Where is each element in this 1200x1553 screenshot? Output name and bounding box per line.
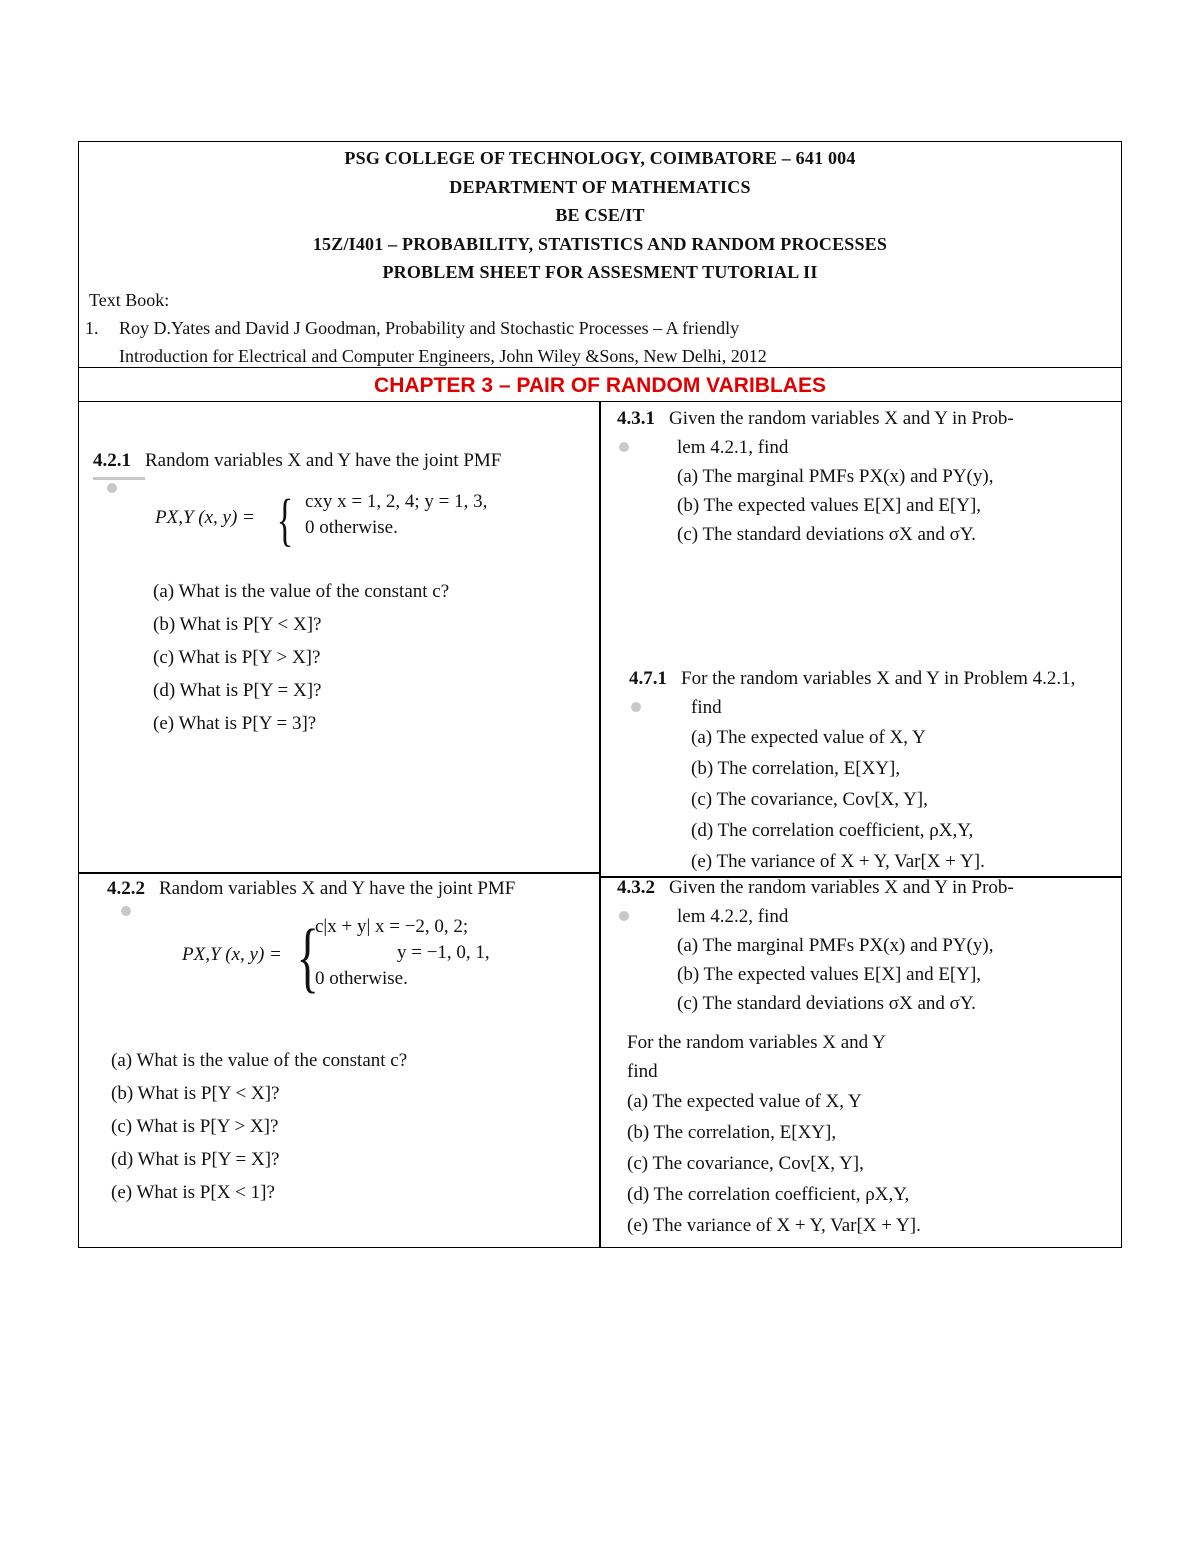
problem-4-2-1 [93,446,583,740]
textbook-number: 1. [85,318,99,338]
problem-4-3-2 [617,873,1117,1018]
problem-stem-line-1: Given the random variables X and Y in Prob- [669,408,1014,429]
problem-stem: Random variables X and Y have the joint PMF [159,878,516,899]
question-a: (a) The marginal PMFs PX(x) and PY(y), [677,935,994,956]
course-title: 15Z/I401 – PROBABILITY, STATISTICS AND RANDOM PROCESSES [312,233,888,254]
pmf-case-3: 0 otherwise. [315,968,408,989]
problem-stem-line-1: Given the random variables X and Y in Prob- [669,877,1014,898]
question-a: (a) What is the value of the constant c? [111,1050,408,1071]
problem-stem-line-1: For the random variables X and Y in Problem 4.2.1, [681,668,1076,689]
question-a: (a) The marginal PMFs PX(x) and PY(y), [677,466,994,487]
problem-stem-line-2: lem 4.2.2, find [677,906,789,927]
problem-stem-line-1: For the random variables X and Y [627,1032,886,1053]
problem-number: 4.3.2 [617,877,655,898]
pmf-lhs: PX,Y (x, y) = [182,944,282,965]
problem-number: 4.3.1 [617,408,655,429]
question-c: (c) The covariance, Cov[X, Y], [691,789,928,810]
question-b: (b) The correlation, E[XY], [691,758,901,779]
left-brace-icon: { [296,913,319,1000]
bullet-dot-icon [631,702,641,712]
question-e: (e) The variance of X + Y, Var[X + Y]. [691,851,985,872]
question-b: (b) The expected values E[X] and E[Y], [677,964,982,985]
problem-number: 4.2.1 [93,450,131,471]
question-d: (d) The correlation coefficient, ρX,Y, [627,1184,910,1205]
problem-stem: Random variables X and Y have the joint PMF [145,450,502,471]
bullet-dot-icon [121,906,131,916]
textbook-reference [85,314,939,370]
joint-pmf-formula [93,487,583,565]
question-b: (b) What is P[Y < X]? [111,1083,280,1104]
left-brace-icon: { [276,487,294,552]
problem-4-7-1 [629,664,1119,877]
problem-4-2-2 [107,874,587,1209]
bullet-dot-icon [619,442,629,452]
question-a: (a) What is the value of the constant c? [153,581,450,602]
problem-number: 4.7.1 [629,668,667,689]
underline-decoration [93,477,145,480]
textbook-label: Text Book: [89,290,170,310]
program-name: BE CSE/IT [555,205,645,225]
question-b: (b) The expected values E[X] and E[Y], [677,495,982,516]
question-e: (e) The variance of X + Y, Var[X + Y]. [627,1215,921,1236]
joint-pmf-formula [107,913,587,1014]
question-c: (c) The covariance, Cov[X, Y], [627,1153,864,1174]
question-a: (a) The expected value of X, Y [691,727,926,748]
chapter-title: CHAPTER 3 – PAIR OF RANDOM VARIBLAES [79,368,1121,402]
problem-stem-line-2: lem 4.2.1, find [677,437,789,458]
pmf-lhs: PX,Y (x, y) = [155,507,255,528]
problem-sheet-table [78,141,1122,1248]
question-b: (b) What is P[Y < X]? [153,614,322,635]
question-c: (c) What is P[Y > X]? [111,1116,279,1137]
question-e: (e) What is P[X < 1]? [111,1182,275,1203]
problem-4-3-1 [617,404,1117,549]
sheet-header [79,142,1121,368]
question-c: (c) What is P[Y > X]? [153,647,321,668]
problem-stem-line-2: find [691,697,722,718]
sheet-title: PROBLEM SHEET FOR ASSESMENT TUTORIAL II [382,262,818,282]
question-c: (c) The standard deviations σX and σY. [677,524,976,545]
question-d: (d) The correlation coefficient, ρX,Y, [691,820,974,841]
textbook-line-1: Roy D.Yates and David J Goodman, Probability and Stochastic Processes – A friendly [119,318,740,338]
pmf-case-1: c|x + y| x = −2, 0, 2; [315,916,469,937]
problem-number: 4.2.2 [107,878,145,899]
problem-extra [627,1028,1117,1241]
pmf-case-2: 0 otherwise. [305,517,398,538]
department-name: DEPARTMENT OF MATHEMATICS [449,176,751,197]
column-divider [599,402,601,1247]
bullet-dot-icon [107,483,117,493]
problem-stem-line-2: find [627,1061,658,1082]
college-name: PSG COLLEGE OF TECHNOLOGY, COIMBATORE – 641 004 [344,148,856,168]
question-a: (a) The expected value of X, Y [627,1091,862,1112]
pmf-case-2: y = −1, 0, 1, [397,942,490,963]
pmf-case-1: cxy x = 1, 2, 4; y = 1, 3, [305,491,488,512]
textbook-line-2: Introduction for Electrical and Computer Engineers, John Wiley &Sons, New Delhi, 2012 [119,346,767,366]
question-d: (d) What is P[Y = X]? [153,680,322,701]
question-d: (d) What is P[Y = X]? [111,1149,280,1170]
question-e: (e) What is P[Y = 3]? [153,713,317,734]
bullet-dot-icon [619,911,629,921]
question-b: (b) The correlation, E[XY], [627,1122,837,1143]
question-c: (c) The standard deviations σX and σY. [677,993,976,1014]
